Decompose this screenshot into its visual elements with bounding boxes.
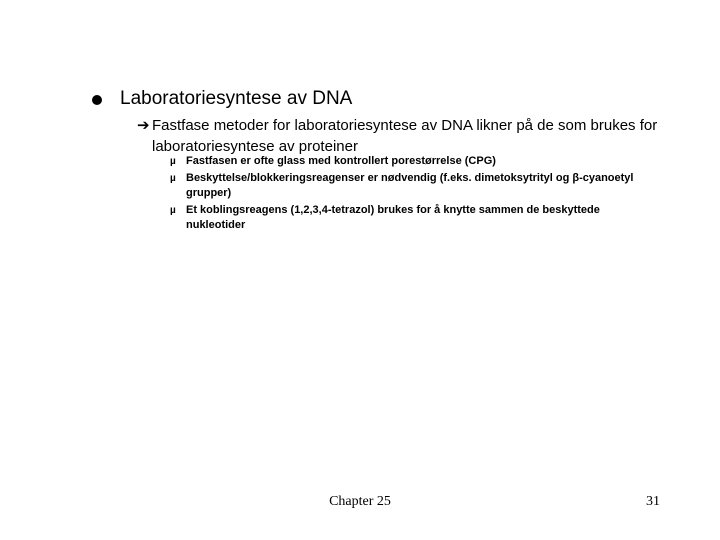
list-bullet-icon: µ [170,156,176,167]
list-item [170,203,650,233]
list-item [170,154,650,169]
arrow-right-icon: ➔ [137,117,150,134]
list-item-text: Et koblingsreagens (1,2,3,4-tetrazol) brukes for å knytte sammen de beskyttede nukleotider [186,204,600,231]
footer-chapter: Chapter 25 [329,494,391,509]
list-bullet-icon: µ [170,173,176,184]
slide-heading: Laboratoriesyntese av DNA [120,88,353,109]
list-item [170,171,650,201]
bullet-dot-icon [92,95,102,105]
list-item-text: Beskyttelse/blokkeringsreagenser er nødvendig (f.eks. dimetoksytrityl og β-cyanoetyl grupper) [186,172,634,199]
page-number: 31 [646,494,660,509]
detail-list [170,154,650,235]
list-bullet-icon: µ [170,205,176,216]
subpoint-text: Fastfase metoder for laboratoriesyntese av DNA likner på de som brukes for laboratoriesyntese av proteiner [152,117,658,155]
list-item-text: Fastfasen er ofte glass med kontrollert porestørrelse (CPG) [186,155,496,167]
